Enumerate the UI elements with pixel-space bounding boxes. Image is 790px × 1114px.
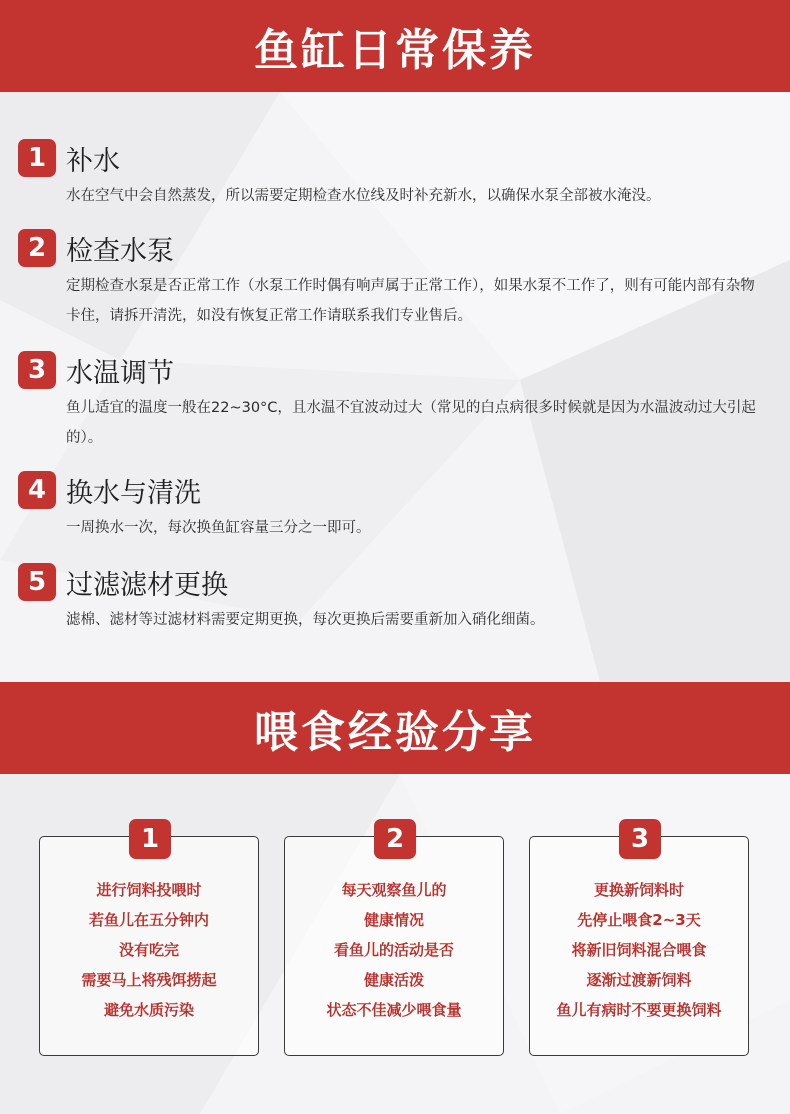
tip-body: 鱼儿适宜的温度一般在22~30°C，且水温不宜波动过大（常见的白点病很多时候就是因为水温波动过大引起的）。	[66, 400, 756, 446]
card-number-badge: 1	[129, 819, 171, 859]
section-banner-maintenance	[0, 0, 790, 92]
tip-item	[18, 350, 778, 453]
tip-body: 定期检查水泵是否正常工作（水泵工作时偶有响声属于正常工作），如果水泵不工作了，则有可能内部有杂物卡住，请拆开清洗，如没有恢复正常工作请联系我们专业售后。	[66, 278, 755, 324]
tip-body: 滤棉、滤材等过滤材料需要定期更换，每次更换后需要重新加入硝化细菌。	[66, 612, 545, 628]
tip-number-badge: 5	[18, 563, 56, 601]
tip-body: 水在空气中会自然蒸发，所以需要定期检查水位线及时补充新水，以确保水泵全部被水淹没。	[66, 188, 661, 204]
card-line: 看鱼儿的活动是否	[333, 941, 454, 959]
card-text	[285, 875, 503, 1025]
tip-item	[18, 228, 778, 331]
section-title-maintenance: 鱼缸日常保养	[254, 25, 536, 76]
tip-title: 换水与清洗	[66, 477, 201, 509]
tip-title: 补水	[66, 145, 120, 177]
tip-title: 过滤滤材更换	[66, 569, 228, 601]
tip-item	[18, 470, 778, 543]
card-line: 需要马上将残饵捞起	[81, 971, 217, 989]
feeding-card	[39, 824, 259, 1056]
tip-title: 检查水泵	[66, 235, 174, 267]
tip-number-badge: 2	[18, 229, 56, 267]
card-line: 健康活泼	[363, 971, 424, 989]
tip-item	[18, 138, 778, 211]
section-banner-feeding	[0, 682, 790, 774]
card-line: 没有吃完	[118, 941, 179, 959]
feeding-card	[284, 824, 504, 1056]
card-line: 将新旧饲料混合喂食	[571, 941, 707, 959]
card-number-badge: 2	[374, 819, 416, 859]
card-line: 若鱼儿在五分钟内	[88, 911, 209, 929]
card-text	[40, 875, 258, 1025]
tip-number-badge: 4	[18, 471, 56, 509]
card-line: 避免水质污染	[103, 1001, 194, 1019]
section-title-feeding: 喂食经验分享	[254, 707, 536, 758]
card-line: 鱼儿有病时不要更换饲料	[556, 1001, 722, 1019]
tip-number-badge: 3	[18, 351, 56, 389]
card-line: 每天观察鱼儿的	[341, 881, 447, 899]
feeding-card	[529, 824, 749, 1056]
card-line: 状态不佳减少喂食量	[326, 1001, 462, 1019]
tip-number-badge: 1	[18, 139, 56, 177]
card-line: 进行饲料投喂时	[96, 881, 202, 899]
card-line: 更换新饲料时	[593, 881, 684, 899]
card-line: 先停止喂食2~3天	[577, 911, 701, 929]
card-text	[530, 875, 748, 1025]
card-line: 逐渐过渡新饲料	[586, 971, 692, 989]
tip-title: 水温调节	[66, 357, 174, 389]
tip-item	[18, 562, 778, 635]
card-number-badge: 3	[619, 819, 661, 859]
card-line: 健康情况	[363, 911, 424, 929]
tip-body: 一周换水一次，每次换鱼缸容量三分之一即可。	[66, 520, 371, 536]
